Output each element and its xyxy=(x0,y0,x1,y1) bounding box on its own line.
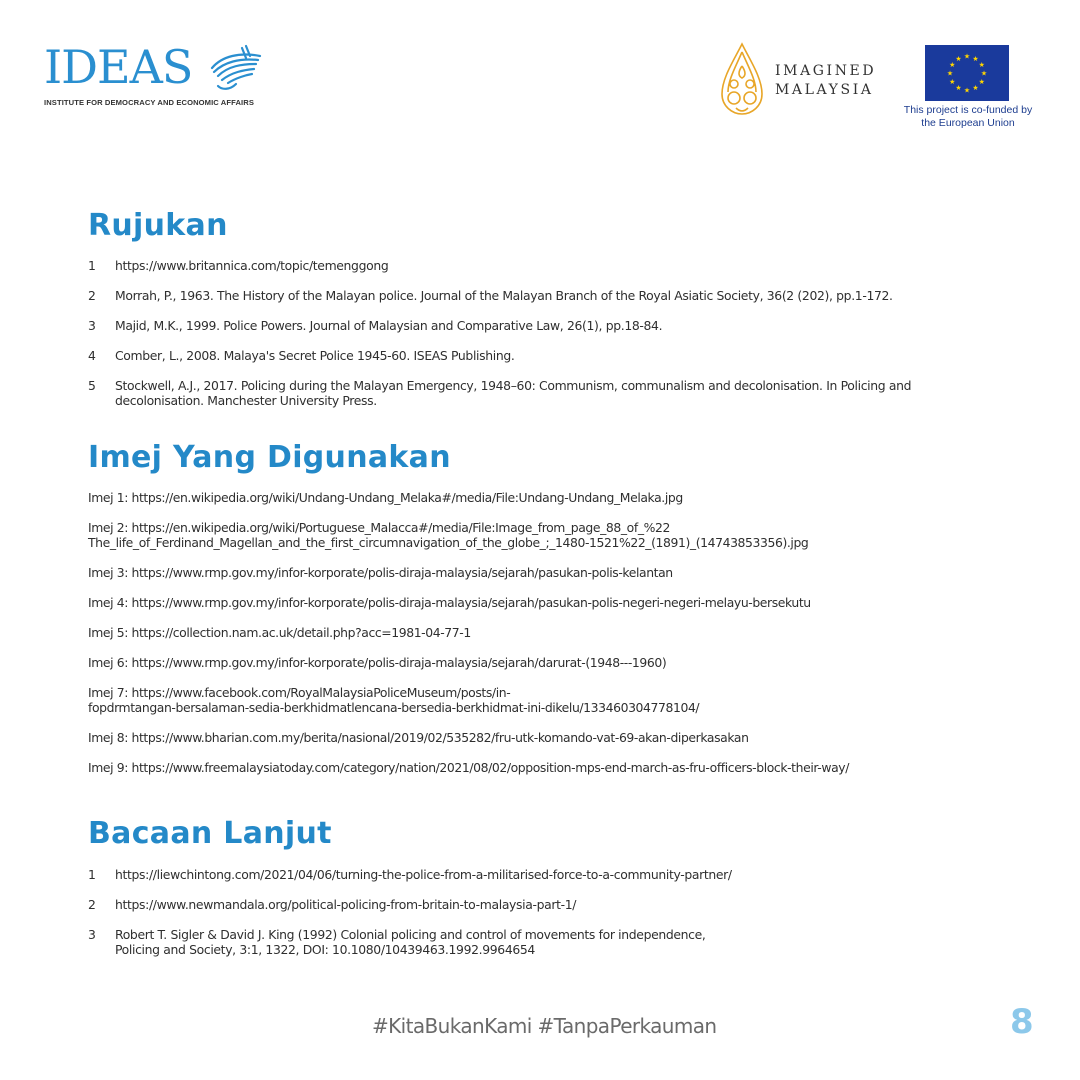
ideas-wordmark: IDEAS xyxy=(44,40,193,94)
eu-star-icon: ★ xyxy=(955,54,962,63)
imej-item: Imej 9: https://www.freemalaysiatoday.com/category/nation/2021/08/02/opposition-mps-end-march-as-fru-officers-block-their-way/ xyxy=(88,760,849,775)
imagined-malaysia-logo xyxy=(720,42,900,118)
imej-item: Imej 1: https://en.wikipedia.org/wiki/Undang-Undang_Melaka#/media/File:Undang-Undang_Melaka.jpg xyxy=(88,490,683,505)
rujukan-item xyxy=(88,378,968,408)
bird-icon xyxy=(206,42,264,94)
eu-star-icon: ★ xyxy=(949,61,956,69)
imagined-line: IMAGINED xyxy=(775,63,877,79)
rujukan-item xyxy=(88,288,968,303)
item-text: Stockwell, A.J., 2017. Policing during the Malayan Emergency, 1948–60: Communism, communalism and decolonisation. In Policing and decolonisation. Manchester University Press. xyxy=(115,378,912,408)
item-number: 2 xyxy=(88,288,96,303)
eu-star-icon: ★ xyxy=(955,84,962,93)
eu-caption-line1: This project is co-funded by xyxy=(903,104,1033,116)
eu-star-icon: ★ xyxy=(949,78,956,86)
item-text: Majid, M.K., 1999. Police Powers. Journal of Malaysian and Comparative Law, 26(1), pp.18-84. xyxy=(115,318,663,333)
item-number: 3 xyxy=(88,318,96,333)
item-text: Morrah, P., 1963. The History of the Malayan police. Journal of the Malayan Branch of the Royal Asiatic Society, 36(2 (202), pp.1-172. xyxy=(115,288,893,303)
bacaan-item xyxy=(88,897,988,912)
section-title-imej: Imej Yang Digunakan xyxy=(88,440,451,475)
rujukan-list xyxy=(88,258,968,423)
imej-item: Imej 3: https://www.rmp.gov.my/infor-korporate/polis-diraja-malaysia/sejarah/pasukan-polis-kelantan xyxy=(88,565,673,580)
imej-item: Imej 4: https://www.rmp.gov.my/infor-korporate/polis-diraja-malaysia/sejarah/pasukan-polis-negeri-negeri-melayu-bersekutu xyxy=(88,595,811,610)
item-number: 5 xyxy=(88,378,96,393)
page-number: 8 xyxy=(1010,1002,1034,1042)
item-number: 1 xyxy=(88,867,96,882)
imej-item: Imej 6: https://www.rmp.gov.my/infor-korporate/polis-diraja-malaysia/sejarah/darurat-(1948---1960) xyxy=(88,655,667,670)
eu-star-icon: ★ xyxy=(978,78,985,86)
item-text: https://liewchintong.com/2021/04/06/turning-the-police-from-a-militarised-force-to-a-community-partner/ xyxy=(115,867,732,882)
imagined-malaysia-text xyxy=(775,62,876,100)
item-number: 3 xyxy=(88,927,96,942)
section-title-rujukan: Rujukan xyxy=(88,208,228,243)
eu-flag-icon xyxy=(925,45,1009,101)
eu-star-icon: ★ xyxy=(980,69,988,78)
eu-star-icon: ★ xyxy=(972,84,979,93)
imej-list xyxy=(88,490,988,790)
eu-star-icon: ★ xyxy=(963,86,971,95)
item-text: Robert T. Sigler & David J. King (1992) Colonial policing and control of movements for independence, Policing and Society, 3:1, 1322, DOI: 10.1080/10439463.1992.9964654 xyxy=(115,927,706,957)
ideas-subtitle: INSTITUTE FOR DEMOCRACY AND ECONOMIC AFFAIRS xyxy=(44,98,254,107)
item-text: https://www.newmandala.org/political-policing-from-britain-to-malaysia-part-1/ xyxy=(115,897,577,912)
rujukan-item xyxy=(88,258,968,273)
eu-star-icon: ★ xyxy=(978,61,985,69)
imej-item: Imej 7: https://www.facebook.com/RoyalMalaysiaPoliceMuseum/posts/in- fopdrmtangan-bersalaman-sedia-berkhidmatlencana-bersedia-berkhidmat-ini-dikelu/133460304778104/ xyxy=(88,685,700,715)
footer-hashtags: #KitaBukanKami #TanpaPerkauman xyxy=(372,1014,717,1038)
eu-star-icon: ★ xyxy=(946,69,954,78)
item-text: Comber, L., 2008. Malaya's Secret Police 1945-60. ISEAS Publishing. xyxy=(115,348,515,363)
imej-item: Imej 5: https://collection.nam.ac.uk/detail.php?acc=1981-04-77-1 xyxy=(88,625,471,640)
imej-item: Imej 2: https://en.wikipedia.org/wiki/Portuguese_Malacca#/media/File:Image_from_page_88_of_%22 The_life_of_Ferdinand_Magellan_and_the_first_circumnavigation_of_the_globe_;_1480-1521%22_(1891)_(14743853356).jpg xyxy=(88,520,809,550)
eu-funding-caption xyxy=(895,104,1041,129)
ideas-logo xyxy=(44,42,274,112)
rujukan-item xyxy=(88,348,968,363)
section-title-bacaan: Bacaan Lanjut xyxy=(88,816,332,851)
malaysia-line: MALAYSIA xyxy=(775,82,874,98)
eu-stars xyxy=(925,45,1009,101)
wayang-emblem-icon xyxy=(720,42,764,116)
item-number: 1 xyxy=(88,258,96,273)
eu-caption-line2: the European Union xyxy=(921,116,1015,129)
eu-star-icon: ★ xyxy=(972,54,979,63)
imej-item: Imej 8: https://www.bharian.com.my/berita/nasional/2019/02/535282/fru-utk-komando-vat-69-akan-diperkasakan xyxy=(88,730,749,745)
bacaan-item xyxy=(88,867,988,882)
item-text: https://www.britannica.com/topic/temenggong xyxy=(115,258,389,273)
eu-star-icon: ★ xyxy=(963,52,971,61)
bacaan-item xyxy=(88,927,988,957)
item-number: 4 xyxy=(88,348,96,363)
rujukan-item xyxy=(88,318,968,333)
item-number: 2 xyxy=(88,897,96,912)
bacaan-list xyxy=(88,867,988,972)
